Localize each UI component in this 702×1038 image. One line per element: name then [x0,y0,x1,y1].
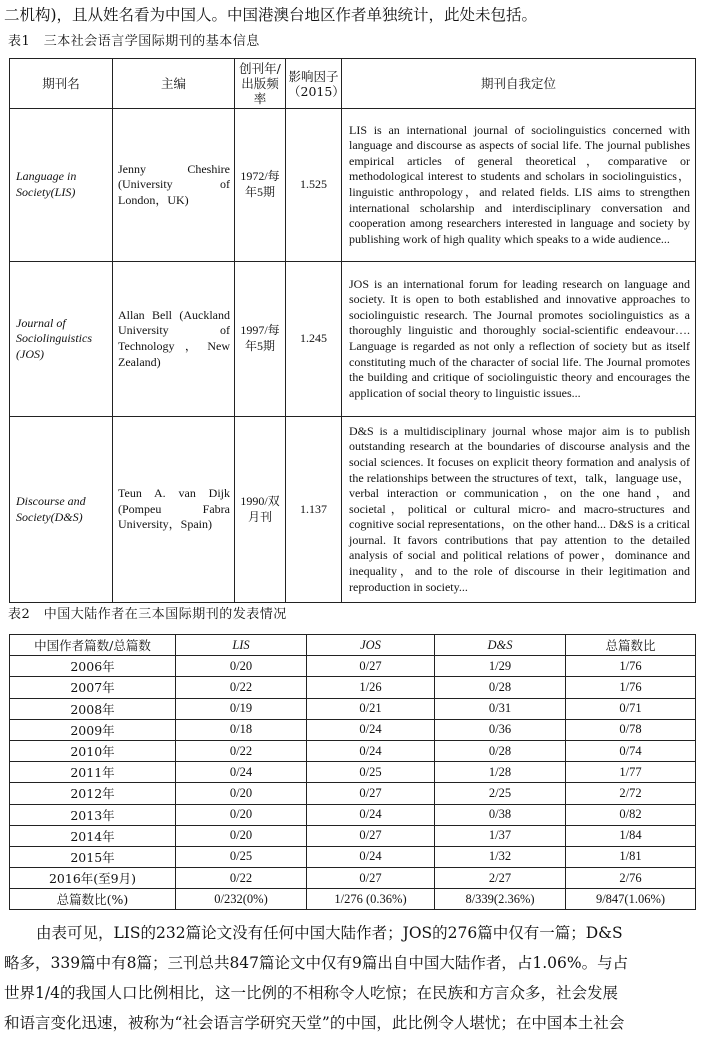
impact-factor: 1.245 [286,262,342,417]
count-cell: 1/276 (0.36%) [307,889,435,910]
impact-factor: 1.137 [286,417,342,603]
table-row [10,417,696,603]
count-cell: 0/27 [307,868,435,889]
count-cell: 0/25 [176,846,307,867]
count-cell: 1/76 [566,656,696,677]
count-cell: 0/20 [176,783,307,804]
count-cell: 0/78 [566,719,696,740]
count-cell: 0/22 [176,677,307,698]
founded-frequency: 1972/每年5期 [235,109,286,262]
count-cell: 2/25 [435,783,566,804]
table-row [10,740,696,761]
count-cell: 1/29 [435,656,566,677]
count-cell: 1/37 [435,825,566,846]
count-cell: 0/71 [566,698,696,719]
count-cell: 0/27 [307,656,435,677]
row-label: 总篇数比(%) [10,889,176,910]
impact-factor: 1.525 [286,109,342,262]
count-cell: 1/76 [566,677,696,698]
table1-caption: 表1 三本社会语言学国际期刊的基本信息 [8,34,260,49]
count-cell: 1/77 [566,762,696,783]
count-cell: 0/20 [176,656,307,677]
header-positioning: 期刊自我定位 [342,59,696,109]
table-row [10,109,696,262]
count-cell: 2/72 [566,783,696,804]
count-cell: 0/19 [176,698,307,719]
row-label: 2013年 [10,804,176,825]
table-row [10,804,696,825]
table-row [10,846,696,867]
count-cell: 0/20 [176,825,307,846]
paragraph-line: 由表可见，LIS的232篇论文没有任何中国大陆作者；JOS的276篇中仅有一篇；D&S [36,924,623,942]
journal-name: Language in Society(LIS) [10,109,113,262]
count-cell: 8/339(2.36%) [435,889,566,910]
header-total: 总篇数比 [566,635,696,656]
count-cell: 0/21 [307,698,435,719]
table-row [10,762,696,783]
publication-table [9,634,696,910]
table2-header-row [10,635,696,656]
table-row [10,825,696,846]
count-cell: 0/25 [307,762,435,783]
header-year: 中国作者篇数/总篇数 [10,635,176,656]
count-cell: 0/24 [307,846,435,867]
paragraph-line: 和语言变化迅速，被称为“社会语言学研究天堂”的中国，此比例令人堪忧；在中国本土社会 [4,1014,625,1032]
table-row [10,889,696,910]
header-lis: LIS [176,635,307,656]
count-cell: 1/32 [435,846,566,867]
count-cell: 2/76 [566,868,696,889]
count-cell: 0/22 [176,740,307,761]
table-row [10,698,696,719]
body-paragraph [4,918,698,1038]
row-label: 2007年 [10,677,176,698]
count-cell: 1/26 [307,677,435,698]
row-label: 2009年 [10,719,176,740]
count-cell: 1/84 [566,825,696,846]
header-founded: 创刊年/出版频率 [235,59,286,109]
count-cell: 0/38 [435,804,566,825]
editor-name: Allan Bell (Auckland University of Technology，New Zealand) [113,262,235,417]
header-ds: D&S [435,635,566,656]
founded-frequency: 1990/双月刊 [235,417,286,603]
count-cell: 1/28 [435,762,566,783]
count-cell: 0/24 [307,740,435,761]
table-row [10,656,696,677]
journal-name: Discourse and Society(D&S) [10,417,113,603]
row-label: 2011年 [10,762,176,783]
header-jos: JOS [307,635,435,656]
row-label: 2006年 [10,656,176,677]
table-row [10,262,696,417]
self-positioning: D&S is a multidisciplinary journal whose major aim is to publish outstanding research at the boundaries of discourse analysis and the social sciences. It focuses on explicit theory formation and analysis of the relationships between the structures of text，talk，language use，verbal interaction or communication，on the one hand，and societal，political or cultural micro- and macro-structures and cognitive social representations，on the other hand... D&S is a critical journal. It favors contributions that pay attention to the detailed analysis of social and political relations of power，dominance and inequality，and to the role of discourse in their legitimation and reproduction in society... [342,417,696,603]
row-label: 2010年 [10,740,176,761]
count-cell: 0/82 [566,804,696,825]
count-cell: 0/74 [566,740,696,761]
count-cell: 0/27 [307,825,435,846]
count-cell: 0/232(0%) [176,889,307,910]
editor-name: Jenny Cheshire (University of London，UK) [113,109,235,262]
count-cell: 0/31 [435,698,566,719]
editor-name: Teun A. van Dijk (Pompeu Fabra University，Spain) [113,417,235,603]
table-row [10,719,696,740]
count-cell: 2/27 [435,868,566,889]
count-cell: 0/24 [176,762,307,783]
row-label: 2014年 [10,825,176,846]
paragraph-line: 略多，339篇中有8篇；三刊总共847篇论文中仅有9篇出自中国大陆作者，占1.06%。与占 [4,954,629,972]
table-row [10,868,696,889]
table1-header-row [10,59,696,109]
count-cell: 0/24 [307,719,435,740]
paragraph-line: 世界1/4的我国人口比例相比，这一比例的不相称令人吃惊；在民族和方言众多，社会发展 [4,984,618,1002]
preceding-text-line: 二机构)，且从姓名看为中国人。中国港澳台地区作者单独统计，此处未包括。 [4,6,538,24]
row-label: 2012年 [10,783,176,804]
journal-info-table [9,58,696,603]
row-label: 2015年 [10,846,176,867]
count-cell: 0/22 [176,868,307,889]
count-cell: 1/81 [566,846,696,867]
count-cell: 0/36 [435,719,566,740]
count-cell: 0/18 [176,719,307,740]
self-positioning: JOS is an international forum for leading research on language and society. It is open to both established and innovative approaches to sociolinguistic research. The Journal promotes sociolinguistics as a thoroughly linguistic and thoroughly social-scientific endeavour…. Language is regarded as not only a reflection of society but as itself constituting much of the character of social life. The Journal promotes the building and critique of sociolinguistic theory and encourages the application of social theory to linguistic issues... [342,262,696,417]
journal-name: Journal of Sociolinguistics (JOS) [10,262,113,417]
count-cell: 9/847(1.06%) [566,889,696,910]
row-label: 2016年(至9月) [10,868,176,889]
self-positioning: LIS is an international journal of sociolinguistics concerned with language and discourse as aspects of social life. The journal publishes empirical articles of general theoretical，comparative or methodological interest to students and scholars in sociolinguistics，linguistic anthropology，and related fields. LIS aims to strengthen international scholarship and interdisciplinary conversation and cooperation among researchers interested in language and society by publishing work of high quality which speaks to a wide audience... [342,109,696,262]
header-journal: 期刊名 [10,59,113,109]
row-label: 2008年 [10,698,176,719]
header-editor: 主编 [113,59,235,109]
count-cell: 0/28 [435,740,566,761]
count-cell: 0/20 [176,804,307,825]
count-cell: 0/24 [307,804,435,825]
header-impact: 影响因子（2015） [286,59,342,109]
count-cell: 0/28 [435,677,566,698]
count-cell: 0/27 [307,783,435,804]
table-row [10,783,696,804]
table-row [10,677,696,698]
founded-frequency: 1997/每年5期 [235,262,286,417]
table2-caption: 表2 中国大陆作者在三本国际期刊的发表情况 [8,607,287,622]
